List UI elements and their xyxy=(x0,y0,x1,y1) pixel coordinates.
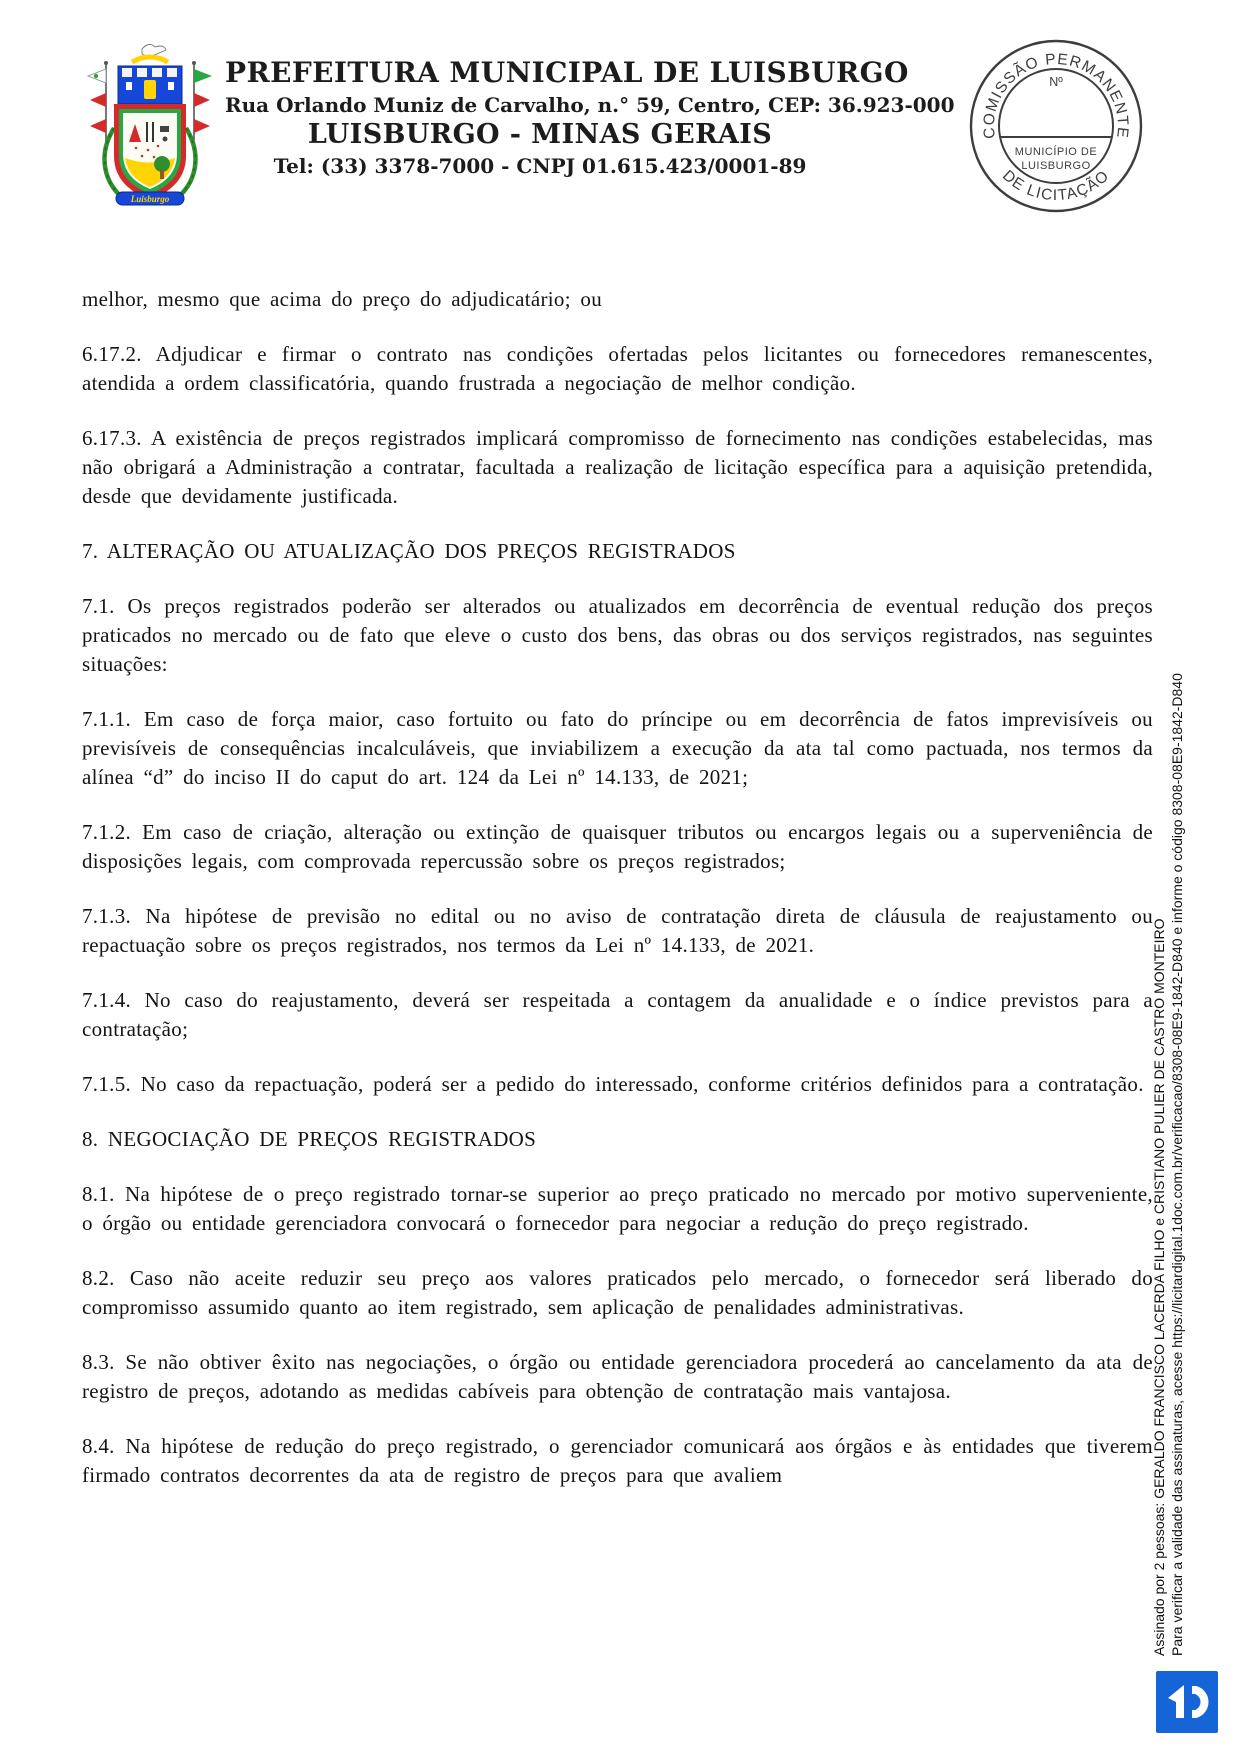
paragraph: 7.1. Os preços registrados poderão ser alterados ou atualizados em decorrência de eventual redução dos preços praticados no mercado ou de fato que eleve o custo dos bens, das obras ou dos serviços registrados, nas seguintes situações: xyxy=(82,594,1153,676)
section-heading: 8. NEGOCIAÇÃO DE PREÇOS REGISTRADOS xyxy=(82,1127,537,1151)
paragraph: 7.1.3. Na hipótese de previsão no edital ou no aviso de contratação direta de cláusula de reajustamento ou repactuação sobre os preços registrados, nos termos da Lei nº 14.133, de 2021. xyxy=(82,904,1153,957)
1doc-logo xyxy=(1156,1671,1218,1733)
1doc-logo-icon xyxy=(1156,1671,1218,1733)
paragraph: 8.3. Se não obtiver êxito nas negociações, o órgão ou entidade gerenciadora procederá ao cancelamento da ata de registro de preços, adotando as medidas cabíveis para obtenção de contratação mais vantajosa. xyxy=(82,1350,1153,1403)
paragraph: 8.1. Na hipótese de o preço registrado tornar-se superior ao preço praticado no mercado por motivo superveniente, o órgão ou entidade gerenciadora convocará o fornecedor para negociar a redução do preço registrado. xyxy=(82,1182,1153,1235)
signed-by-text: Assinado por 2 pessoas: GERALDO FRANCISCO LACERDA FILHO e CRISTIANO PULIER DE CASTRO MONTEIRO xyxy=(1151,918,1167,1656)
entity-title: PREFEITURA MUNICIPAL DE LUISBURGO xyxy=(225,56,909,89)
paragraph: 7.1.2. Em caso de criação, alteração ou extinção de quaisquer tributos ou encargos legais ou a superveniência de disposições legais, com comprovada repercussão sobre os preços registrados; xyxy=(82,820,1153,873)
entity-phone-cnpj: Tel: (33) 3378-7000 - CNPJ 01.615.423/0001-89 xyxy=(273,154,807,178)
licitacao-stamp xyxy=(968,38,1144,214)
stamp-arc-top-label: COMISSÃO PERMANENTE xyxy=(980,50,1132,140)
entity-address: Rua Orlando Muniz de Carvalho, n.° 59, Centro, CEP: 36.923-000 xyxy=(225,93,955,117)
paragraph: 7.1.5. No caso da repactuação, poderá ser a pedido do interessado, conforme critérios definidos para a contratação. xyxy=(82,1072,1144,1096)
paragraph: 7.1.4. No caso do reajustamento, deverá ser respeitada a contagem da anualidade e o índice previstos para a contratação; xyxy=(82,988,1153,1041)
paragraph: 6.17.2. Adjudicar e firmar o contrato nas condições ofertadas pelos licitantes ou fornecedores remanescentes, atendida a ordem classificatória, quando frustrada a negociação de melhor condição. xyxy=(82,342,1153,395)
section-heading: 7. ALTERAÇÃO OU ATUALIZAÇÃO DOS PREÇOS REGISTRADOS xyxy=(82,539,736,563)
stamp-city-label: LUISBURGO xyxy=(1021,160,1091,172)
stamp-arc-bottom-label: DE LICITAÇÃO xyxy=(999,167,1113,205)
paragraph: 8.4. Na hipótese de redução do preço registrado, o gerenciador comunicará aos órgãos e às entidades que tiverem firmado contratos decorrentes da ata de registro de preços para que avaliem xyxy=(82,1434,1153,1487)
document-body xyxy=(82,285,1153,1490)
letterhead-text xyxy=(225,56,955,179)
municipal-crest-icon xyxy=(84,36,216,214)
svg-text:COMISSÃO PERMANENTE xyxy=(981,51,1131,140)
paragraph: melhor, mesmo que acima do preço do adjudicatário; ou xyxy=(82,287,602,311)
stamp-number-label: Nº xyxy=(1049,75,1063,89)
paragraph: 6.17.3. A existência de preços registrados implicará compromisso de fornecimento nas condições estabelecidas, mas não obrigará a Administração a contratar, facultada a realização de licitação específica para a aquisição pretendida, desde que devidamente justificada. xyxy=(82,426,1153,508)
paragraph: 8.2. Caso não aceite reduzir seu preço aos valores praticados pelo mercado, o fornecedor será liberado do compromisso assumido quanto ao item registrado, sem aplicação de penalidades administrativas. xyxy=(82,1266,1153,1319)
paragraph: 7.1.1. Em caso de força maior, caso fortuito ou fato do príncipe ou em decorrência de fatos imprevisíveis ou previsíveis de consequências incalculáveis, que inviabilizem a execução da ata tal como pactuada, nos termos da alínea “d” do inciso II do caput do art. 124 da Lei nº 14.133, de 2021; xyxy=(82,707,1153,789)
signature-sidebar xyxy=(1150,531,1186,1656)
entity-city: LUISBURGO - MINAS GERAIS xyxy=(307,119,773,150)
svg-text:DE LICITAÇÃO xyxy=(999,167,1113,204)
crest-ribbon-label: Luisburgo xyxy=(130,194,170,204)
stamp-municipio-label: MUNICÍPIO DE xyxy=(1014,146,1098,158)
verification-text: Para verificar a validade das assinaturas, acesse https://licitardigital.1doc.com.br/verificacao/8308-08E9-1842-D840 e informe o código 8308-08E9-1842-D840 xyxy=(1169,673,1185,1656)
